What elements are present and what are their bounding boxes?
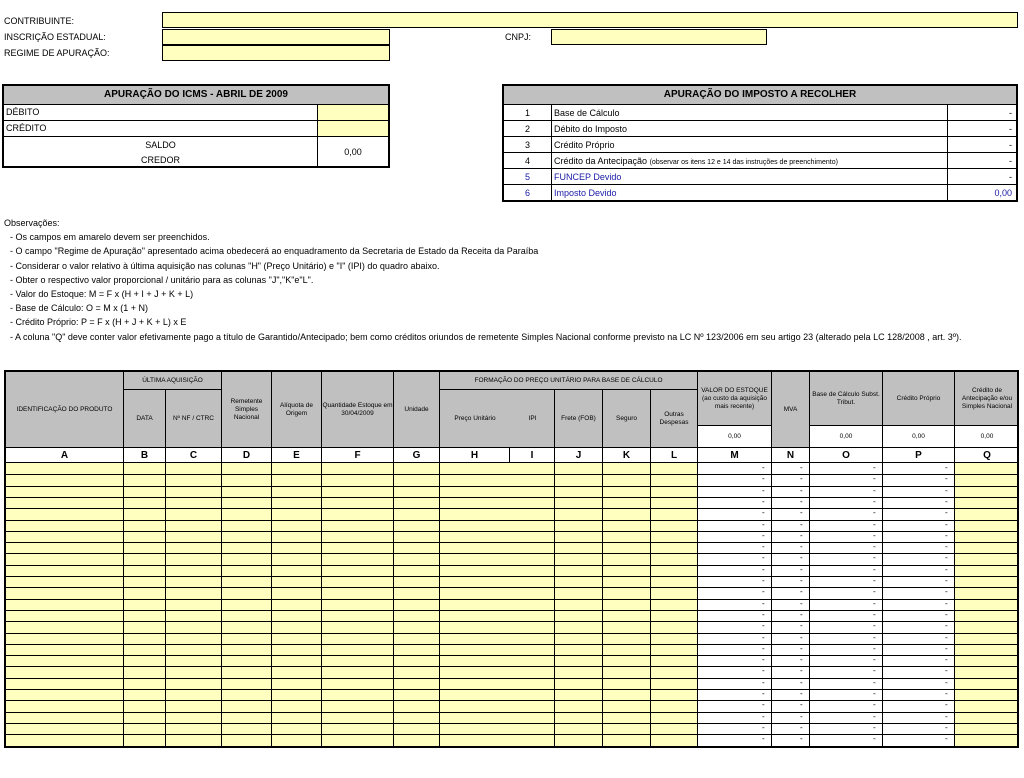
col-letter: K [603,448,651,463]
imposto-row-desc: Crédito Próprio [552,137,948,152]
cell-dash: - [873,519,876,529]
cell-dash: - [873,734,876,744]
col-f-cells[interactable] [322,463,394,746]
imposto-row-note: (observar os itens 12 e 14 das instruções de preenchimento) [649,159,838,166]
cell-dash: - [945,734,948,744]
cell-dash: - [762,734,765,744]
table-row-border [6,520,1017,521]
cell-dash: - [945,485,948,495]
saldo-value: 0,00 [317,137,388,167]
cell-dash: - [873,485,876,495]
cell-dash: - [762,643,765,653]
cell-dash: - [873,643,876,653]
cell-dash: - [762,677,765,687]
table-row-border [6,712,1017,713]
imposto-row-value: 0,00 [994,188,1012,198]
cell-dash: - [762,689,765,698]
cell-dash: - [873,463,876,472]
apuracao-imposto-title: APURAÇÃO DO IMPOSTO A RECOLHER [504,86,1016,105]
col-q-cells[interactable] [955,463,1019,746]
cell-dash: - [873,609,876,619]
total-q: 0,00 [955,426,1019,448]
cell-dash: - [800,564,803,574]
cell-dash: - [945,474,948,484]
debito-input[interactable] [317,105,388,120]
cell-dash: - [945,564,948,574]
col-e-cells[interactable] [272,463,322,746]
header-frete: Frete (FOB) [555,390,603,448]
credito-input[interactable] [317,121,388,136]
apuracao-icms-title: APURAÇÃO DO ICMS - ABRIL DE 2009 [4,86,388,105]
imposto-row-num: 1 [504,105,552,120]
cell-dash: - [945,632,948,642]
header-nf: Nº NF / CTRC [166,390,222,448]
cell-dash: - [762,474,765,484]
credito-label: CRÉDITO [6,123,47,133]
col-k-cells[interactable] [603,463,651,746]
cell-dash: - [800,508,803,518]
cell-dash: - [945,621,948,631]
table-row-border [6,565,1017,566]
cell-dash: - [800,621,803,631]
obs-item: - Os campos em amarelo devem ser preenchidos. [10,232,210,243]
header-credito-antecipacao: Crédito de Antecipação e/ou Simples Nacional [955,372,1019,426]
table-row-border [6,655,1017,656]
header-credito-proprio: Crédito Próprio [883,372,955,426]
cell-dash: - [762,553,765,563]
imposto-row [504,169,1016,185]
header-mva: MVA [772,372,810,448]
col-b-cells[interactable] [124,463,166,746]
col-letter: Q [955,448,1019,463]
table-row-border [6,486,1017,487]
cell-dash: - [800,655,803,665]
cell-dash: - [945,689,948,698]
imposto-row-desc: Débito do Imposto [552,121,948,136]
col-letter: L [651,448,698,463]
cell-dash: - [800,598,803,608]
cell-dash: - [873,587,876,597]
cell-dash: - [800,677,803,687]
saldo-credor-row [4,137,388,167]
debito-label: DÉBITO [6,107,40,117]
cell-dash: - [873,564,876,574]
obs-item: - A coluna "Q" deve conter valor efetivamente pago a título de Garantido/Antecipado; bem como créditos oriundos de remetente Simples Nacional conforme previsto na LC Nº 123/2006 em seu artigo 23 (alterado pela LC 128/2008 , art. 3º). [10,331,962,342]
cell-dash: - [800,587,803,597]
cell-dash: - [762,485,765,495]
imposto-row-desc: Base de Cálculo [552,105,948,120]
header-valor-estoque: VALOR DO ESTOQUE (ao custo da aquisição mais recente) [698,372,772,426]
col-letter: J [555,448,603,463]
col-letter: A [6,448,124,463]
cell-dash: - [873,530,876,540]
col-letter: P [883,448,955,463]
imposto-row [504,105,1016,121]
header-ipi: IPI [528,414,537,422]
imposto-row-desc: Crédito da Antecipação (observar os itens 12 e 14 das instruções de preenchimento) [552,153,948,168]
cell-dash: - [945,542,948,552]
imposto-row-desc: FUNCEP Devido [552,169,948,184]
header-identificacao: IDENTIFICAÇÃO DO PRODUTO [6,372,124,448]
col-letter: O [810,448,883,463]
cell-dash: - [762,508,765,518]
header-aliquota: Alíquota de Origem [272,372,322,448]
cell-dash: - [762,542,765,552]
estoque-table [4,370,1019,748]
table-row-border [6,474,1017,475]
table-row-border [6,644,1017,645]
cell-dash: - [762,711,765,721]
header-preco: Preço Unitário [454,414,496,422]
obs-item: - Valor do Estoque: M = F x (H + I + J + K + L) [10,289,194,300]
cell-dash: - [945,609,948,619]
table-row-border [6,633,1017,634]
cell-dash: - [945,519,948,529]
col-a-cells[interactable] [6,463,124,746]
table-row-border [6,610,1017,611]
cell-dash: - [762,700,765,710]
cell-dash: - [873,666,876,676]
col-c-cells[interactable] [166,463,222,746]
observacoes-title: Observações: [4,218,60,228]
cell-dash: - [873,474,876,484]
cell-dash: - [762,530,765,540]
total-p: 0,00 [883,426,955,448]
col-letter: C [166,448,222,463]
cell-dash: - [762,519,765,529]
col-l-cells[interactable] [651,463,698,746]
col-d-cells[interactable] [222,463,272,746]
cell-dash: - [800,474,803,484]
cell-dash: - [945,722,948,732]
header-unidade: Unidade [394,372,440,448]
cell-dash: - [873,542,876,552]
header-formacao: FORMAÇÃO DO PREÇO UNITÁRIO PARA BASE DE CÁLCULO [440,372,698,390]
cell-dash: - [873,700,876,710]
cell-dash: - [873,711,876,721]
apuracao-icms-box [2,84,390,168]
header-data: DATA [124,390,166,448]
observacoes [4,216,962,344]
cell-dash: - [945,677,948,687]
cell-dash: - [873,722,876,732]
cell-dash: - [800,553,803,563]
cell-dash: - [873,632,876,642]
table-row-border [6,553,1017,554]
obs-item: - Obter o respectivo valor proporcional / unitário para as colunas "J","K"e"L". [10,274,314,285]
col-letter: B [124,448,166,463]
imposto-row-value: - [1009,172,1012,182]
header-preco-ipi [440,390,555,448]
cell-dash: - [800,689,803,698]
cell-dash: - [945,530,948,540]
col-letter: I [510,448,555,463]
header-ultima-aquisicao: ÚLTIMA AQUISIÇÃO [124,372,222,390]
header-quantidade: Quantidade Estoque em 30/04/2009 [322,372,394,448]
col-j-cells[interactable] [555,463,603,746]
cell-dash: - [800,609,803,619]
imposto-row-num: 4 [504,153,552,168]
cell-dash: - [800,632,803,642]
cell-dash: - [800,643,803,653]
cell-dash: - [762,496,765,506]
table-row-border [6,508,1017,509]
table-row-border [6,531,1017,532]
header-outras: Outras Despesas [651,390,698,448]
cell-dash: - [800,496,803,506]
cell-dash: - [800,722,803,732]
cell-dash: - [945,587,948,597]
saldo-label: SALDO [145,140,176,150]
table-row-border [6,700,1017,701]
obs-item: - O campo "Regime de Apuração" apresentado acima obedecerá ao enquadramento da Secretaria de Estado da Receita da Paraíba [10,246,539,257]
cell-dash: - [945,508,948,518]
inscricao-label: INSCRIÇÃO ESTADUAL: [4,32,106,42]
table-row-border [6,746,1017,747]
col-letter: E [272,448,322,463]
col-letter: H [440,448,510,463]
table-row-border [6,678,1017,679]
cell-dash: - [762,564,765,574]
cell-dash: - [762,598,765,608]
cell-dash: - [873,621,876,631]
col-m-cells [698,463,772,746]
credor-label: CREDOR [140,155,180,165]
cell-dash: - [762,576,765,585]
cell-dash: - [873,655,876,665]
col-letter: N [772,448,810,463]
credito-row [4,121,388,137]
imposto-row-desc: Imposto Devido [552,185,948,201]
table-row-border [6,666,1017,667]
total-m: 0,00 [698,426,772,448]
cell-dash: - [762,463,765,472]
cell-dash: - [800,485,803,495]
col-n-cells[interactable] [772,463,810,746]
imposto-row [504,137,1016,153]
cell-dash: - [873,508,876,518]
imposto-row-value: - [1009,124,1012,134]
apuracao-imposto-box [502,84,1018,202]
table-row-border [6,497,1017,498]
cell-dash: - [945,666,948,676]
cell-dash: - [800,576,803,585]
header-remetente: Remetente Simples Nacional [222,372,272,448]
cell-dash: - [873,576,876,585]
imposto-row-num: 2 [504,121,552,136]
obs-item: - Base de Cálculo: O = M x (1 + N) [10,303,149,314]
imposto-row-num: 6 [504,185,552,201]
cell-dash: - [800,734,803,744]
cell-dash: - [800,700,803,710]
cell-dash: - [945,553,948,563]
cell-dash: - [762,666,765,676]
cell-dash: - [873,677,876,687]
imposto-row-value: - [1009,156,1012,166]
cnpj-field[interactable] [551,29,767,45]
imposto-row-num: 5 [504,169,552,184]
header-base-calculo: Base de Cálculo Subst. Tribut. [810,372,883,426]
table-row-border [6,576,1017,577]
cell-dash: - [800,666,803,676]
imposto-row [504,121,1016,137]
cell-dash: - [762,587,765,597]
cell-dash: - [873,553,876,563]
imposto-row [504,153,1016,169]
col-letter: D [222,448,272,463]
cell-dash: - [873,689,876,698]
contribuinte-field[interactable] [162,12,1018,28]
obs-item: - Crédito Próprio: P = F x (H + J + K + L) x E [10,317,187,328]
imposto-row-num: 3 [504,137,552,152]
cell-dash: - [945,598,948,608]
cell-dash: - [800,542,803,552]
cell-dash: - [945,496,948,506]
cell-dash: - [873,496,876,506]
cell-dash: - [945,700,948,710]
cell-dash: - [945,655,948,665]
header-seguro: Seguro [603,390,651,448]
regime-field[interactable] [162,45,390,61]
regime-label: REGIME DE APURAÇÃO: [4,48,110,58]
imposto-row-value: - [1009,140,1012,150]
imposto-row-value: - [1009,108,1012,118]
obs-item: - Considerar o valor relativo à última aquisição nas colunas "H" (Preço Unitário) e "I" (IPI) do quadro abaixo. [10,260,440,271]
cell-dash: - [945,711,948,721]
inscricao-field[interactable] [162,29,390,45]
imposto-row [504,185,1016,201]
cell-dash: - [945,463,948,472]
table-row-border [6,734,1017,735]
debito-row [4,105,388,121]
cell-dash: - [800,463,803,472]
table-row-border [6,587,1017,588]
table-row-border [6,542,1017,543]
table-row-border [6,689,1017,690]
cell-dash: - [873,598,876,608]
cell-dash: - [800,530,803,540]
col-letter: G [394,448,440,463]
cell-dash: - [762,632,765,642]
cell-dash: - [800,519,803,529]
table-row-border [6,599,1017,600]
col-hi-cells[interactable] [440,463,555,746]
table-row-border [6,621,1017,622]
col-letter: M [698,448,772,463]
col-g-cells[interactable] [394,463,440,746]
cell-dash: - [762,722,765,732]
cnpj-label: CNPJ: [505,32,532,42]
contribuinte-label: CONTRIBUINTE: [4,16,75,26]
cell-dash: - [945,576,948,585]
cell-dash: - [762,609,765,619]
col-letter: F [322,448,394,463]
cell-dash: - [762,621,765,631]
total-o: 0,00 [810,426,883,448]
table-row-border [6,723,1017,724]
cell-dash: - [945,643,948,653]
cell-dash: - [800,711,803,721]
cell-dash: - [762,655,765,665]
